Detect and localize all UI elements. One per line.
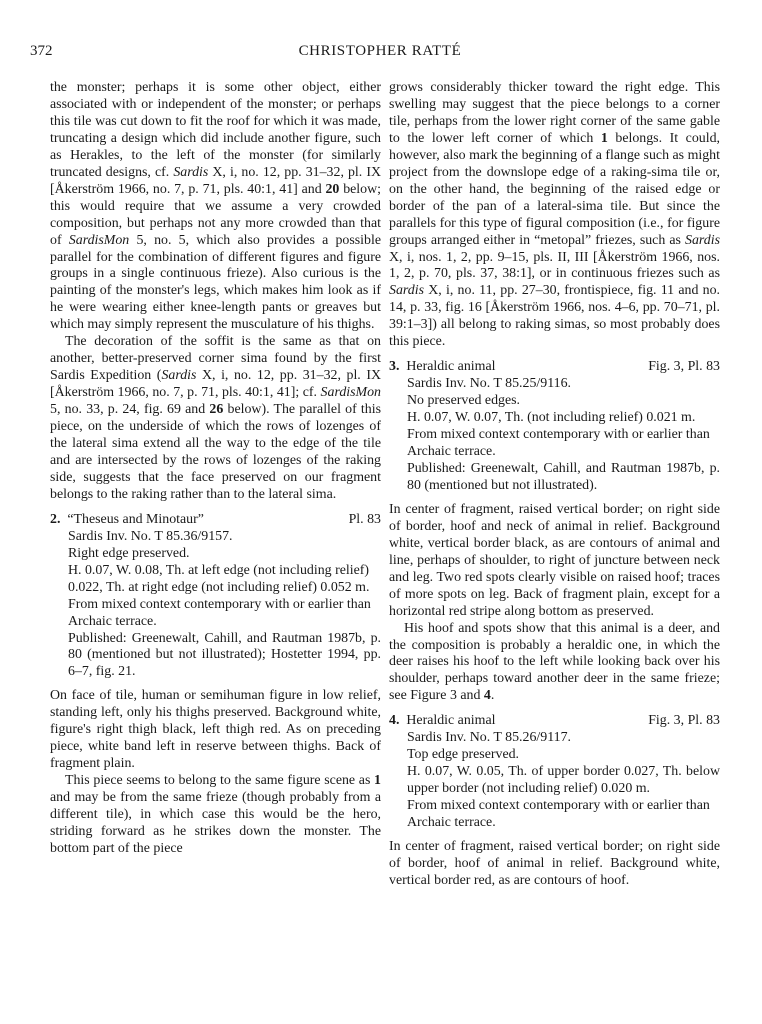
catalog-entry-heading xyxy=(389,359,720,376)
text-run: grows considerably thicker toward the right edge. This swelling may suggest that the piece belongs to a corner tile, perhaps from the lower right corner of the same gable to the lower left corner of which xyxy=(389,80,720,146)
text-run: X, i, no. 11, pp. 27–30, frontispiece, fig. 11 and no. 14, p. 33, fig. 16 [Åkerström 1966, nos. 4–6, pp. 70–71, pl. 39:1–3]) all belong to raking simas, so most probably does this piece. xyxy=(389,283,720,350)
text-run: below; this would require that we assume a very crowded composition, but perhaps not any more crowded than that of xyxy=(50,181,382,248)
text-run: X, i, nos. 1, 2, pp. 9–15, pls. II, III [Åkerström 1966, nos. 1, 2, p. 70, pls. 37, 38:1], or in continuous friezes such as xyxy=(389,249,720,282)
text-run: 5, no. 5, which also provides a possible parallel for the combination of different figures and figure groups in a single continuous frieze). Also curious is the painting of the monster's legs, which makes him look as if he were wearing either knee-length pants or greaves but which may simply represent the musculature of his thighs. xyxy=(50,232,382,333)
entry-detail: H. 0.07, W. 0.08, Th. at left edge (not including relief) 0.022, Th. at right edge (not including relief) 0.052 m. xyxy=(68,562,370,595)
catalog-entry-details xyxy=(50,529,381,682)
text-run: In center of fragment, raised vertical border; on right side of border, hoof and neck of animal in relief. Background white, vertical border black, as are contours of animal and line, perhaps of shoulder, to right of juncture between neck and leg. Two red spots clearly visible on raised hoof; traces of more spots on leg. Back of fragment plain, except for a horizontal red stripe along bottom as preserved. xyxy=(389,501,720,619)
text-run: and may be from the same frieze (though probably from a different tile), in which case this would be the hero, striding forward as he strikes down the monster. The bottom part of the piece xyxy=(50,790,381,856)
entry-title: Heraldic animal xyxy=(406,359,496,375)
italic-run: Sardis xyxy=(685,232,720,248)
entry-detail: From mixed context contemporary with or earlier than Archaic terrace. xyxy=(407,427,710,460)
paragraph xyxy=(50,80,381,334)
entry-detail: Published: Greenewalt, Cahill, and Rautman 1987b, p. 80 (mentioned but not illustrated). xyxy=(407,460,720,493)
entry-number: 3. xyxy=(389,359,400,375)
entry-number: 4. xyxy=(389,713,400,729)
running-head: CHRISTOPHER RATTÉ xyxy=(298,43,462,59)
left-column xyxy=(50,80,381,858)
bold-run: 26 xyxy=(209,402,224,418)
entry-detail: H. 0.07, W. 0.05, Th. of upper border 0.027, Th. below upper border (not including relief) 0.020 m. xyxy=(407,764,720,797)
bold-run: 1 xyxy=(600,130,608,146)
text-run: the monster; perhaps it is some other object, either associated with or independent of the monster; or perhaps this tile was cut down to fit the roof for which it was made, truncating a design which did include another figure, such as Herakles, to the left of the monster (for similarly truncated designs, cf. xyxy=(50,80,381,180)
italic-run: SardisMon xyxy=(320,385,381,401)
text-run: His hoof and spots show that this animal is a deer, and the composition is probably a heraldic one, in which the deer raises his hoof to the left while looking back over his shoulder, perhaps toward another deer in the same frieze; see Figure 3 and xyxy=(389,620,720,704)
entry-detail: Top edge preserved. xyxy=(407,747,520,763)
entry-detail: Right edge preserved. xyxy=(68,545,190,561)
page-header xyxy=(30,43,730,67)
entry-detail: H. 0.07, W. 0.07, Th. (not including relief) 0.021 m. xyxy=(407,410,696,426)
text-run: . xyxy=(490,688,495,704)
paragraph xyxy=(389,80,720,351)
text-run: In center of fragment, raised vertical border; on right side of border, hoof of animal in relief. Background white, vertical border red, as are contours of hoof. xyxy=(389,838,720,888)
entry-reference: Pl. 83 xyxy=(348,511,381,527)
text-run: belongs. It could, however, also mark the beginning of a flange such as might project from the downslope edge of a raking-sima tile or, on the other hand, the beginning of the raised edge or border of the pan of a lateral-sima tile. But since the parallels for this type of figural composition (i.e., for figure groups arranged either in “metopal” friezes, such as xyxy=(389,130,721,248)
entry-detail: Sardis Inv. No. T 85.25/9116. xyxy=(407,376,571,392)
entry-reference: Fig. 3, Pl. 83 xyxy=(648,359,720,375)
entry-detail: From mixed context contemporary with or earlier than Archaic terrace. xyxy=(407,798,710,831)
page-number: 372 xyxy=(30,43,53,59)
catalog-entry-details xyxy=(389,730,720,832)
italic-run: SardisMon xyxy=(68,232,130,248)
paragraph xyxy=(389,621,720,706)
entry-detail: Published: Greenewalt, Cahill, and Rautman 1987b, p. 80 (mentioned but not illustrated); Hostetter 1994, pp. 6–7, fig. 21. xyxy=(68,630,381,680)
text-run: X, i, no. 12, pp. 31–32, pl. IX [Åkerström 1966, no. 7, p. 71, pls. 40:1, 41] and xyxy=(50,164,381,197)
paragraph xyxy=(50,334,381,504)
bold-run: 20 xyxy=(325,181,340,197)
entry-detail: Sardis Inv. No. T 85.36/9157. xyxy=(68,528,233,544)
paragraph xyxy=(50,688,381,773)
text-run: X, i, no. 12, pp. 31–32, pl. IX [Åkerström 1966, no. 7, p. 71, pls. 40:1, 41]; cf. xyxy=(50,368,381,401)
text-run: The decoration of the soffit is the same as that on another, better-preserved corner sima found by the first Sardis Expedition ( xyxy=(50,334,381,384)
text-run: 5, no. 33, p. 24, fig. 69 and xyxy=(50,402,210,418)
entry-reference: Fig. 3, Pl. 83 xyxy=(648,713,720,729)
paragraph xyxy=(50,773,381,858)
italic-run: Sardis xyxy=(389,283,424,299)
entry-title: Heraldic animal xyxy=(406,713,496,729)
catalog-entry-heading xyxy=(389,713,720,730)
paragraph xyxy=(389,502,720,621)
entry-detail: Sardis Inv. No. T 85.26/9117. xyxy=(407,730,571,746)
text-run: This piece seems to belong to the same figure scene as xyxy=(65,773,375,789)
bold-run: 1 xyxy=(374,773,381,789)
entry-number: 2. xyxy=(50,511,61,527)
catalog-entry-details xyxy=(389,376,720,495)
text-run: On face of tile, human or semihuman figure in low relief, standing left, only his thighs preserved. Background white, figure's right thigh black, left thigh red. As on preceding piece, white band left in reserve between thighs. Back of fragment plain. xyxy=(50,688,381,772)
italic-run: Sardis xyxy=(161,368,197,384)
entry-detail: No preserved edges. xyxy=(407,393,521,409)
text-run: below). The parallel of this piece, on the underside of which the rows of lozenges of the lateral sima extend all the way to the edge of the tile and are intersected by the rows of lozenges of the raking side, suggests that the face preserved on our fragment belongs to the raking rather than to the lateral sima. xyxy=(50,402,381,502)
bold-run: 4 xyxy=(483,688,491,704)
paragraph xyxy=(389,839,720,890)
italic-run: Sardis xyxy=(173,164,209,180)
entry-title: “Theseus and Minotaur” xyxy=(67,511,204,527)
catalog-entry-heading xyxy=(50,512,381,529)
right-column xyxy=(389,80,720,890)
entry-detail: From mixed context contemporary with or earlier than Archaic terrace. xyxy=(68,596,371,629)
